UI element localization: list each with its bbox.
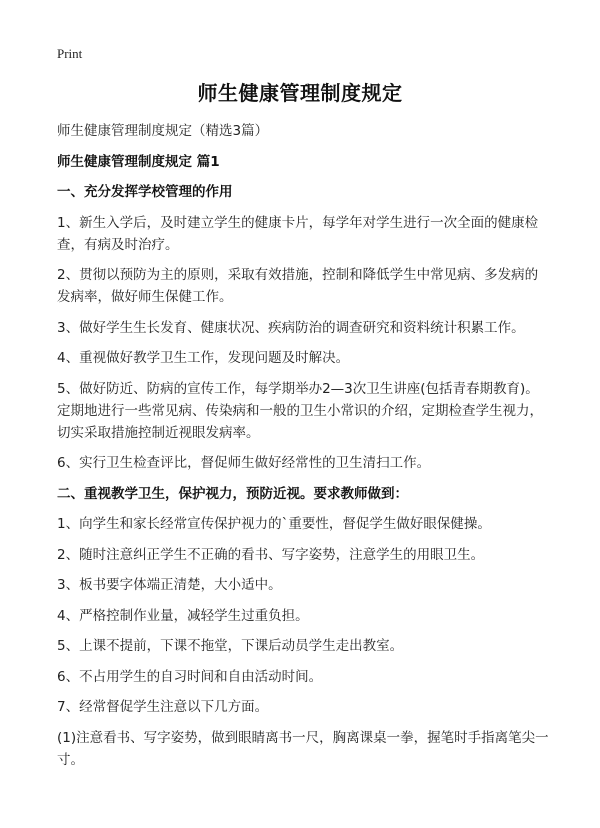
section1-paragraph: 3、做好学生生长发育、健康状况、疾病防治的调查研究和资料统计积累工作。 (57, 319, 525, 336)
section2-paragraph: 2、随时注意纠正学生不正确的看书、写字姿势，注意学生的用眼卫生。 (57, 546, 485, 563)
section-heading-1: 一、充分发挥学校管理的作用 (57, 184, 233, 200)
section1-paragraph: 6、实行卫生检查评比，督促师生做好经常性的卫生清扫工作。 (57, 455, 431, 471)
section2-paragraph: (1)注意看书、写字姿势，做到眼睛离书一尺，胸离课桌一拳，握笔时手指离笔尖一寸。 (57, 729, 549, 768)
article-heading: 师生健康管理制度规定 篇1 (57, 153, 220, 170)
section2-paragraph: 4、严格控制作业量，减轻学生过重负担。 (57, 607, 309, 624)
document-subtitle: 师生健康管理制度规定（精选3篇） (57, 123, 269, 139)
section2-paragraph: 3、板书要字体端正清楚，大小适中。 (57, 577, 282, 593)
section1-paragraph: 1、新生入学后，及时建立学生的健康卡片，每学年对学生进行一次全面的健康检查，有病及时治疗。 (57, 214, 539, 253)
section-heading-2: 二、重视教学卫生，保护视力，预防近视。要求教师做到： (57, 485, 408, 502)
section1-paragraph: 4、重视做好教学卫生工作，发现问题及时解决。 (57, 350, 350, 366)
section1-paragraph: 5、做好防近、防病的宣传工作，每学期举办2—3次卫生讲座(包括青春期教育)。定期地进行一些常见病、传染病和一般的卫生小常识的介绍，定期检查学生视力，切实采取措施控制近视眼发病率。 (57, 380, 543, 441)
section2-paragraph: 1、向学生和家长经常宣传保护视力的`重要性，督促学生做好眼保健操。 (57, 516, 491, 532)
section2-paragraph: 6、不占用学生的自习时间和自由活动时间。 (57, 668, 323, 685)
page-title: 师生健康管理制度规定 (197, 81, 403, 105)
print-link[interactable]: Print (57, 46, 83, 61)
document-content (57, 120, 550, 779)
section2-paragraph: 5、上课不提前，下课不拖堂，下课后动员学生走出教室。 (57, 638, 404, 654)
section2-paragraph: 7、经常督促学生注意以下几方面。 (57, 699, 269, 715)
section1-paragraph: 2、贯彻以预防为主的原则，采取有效措施，控制和降低学生中常见病、多发病的发病率，做好师生保健工作。 (57, 267, 539, 305)
